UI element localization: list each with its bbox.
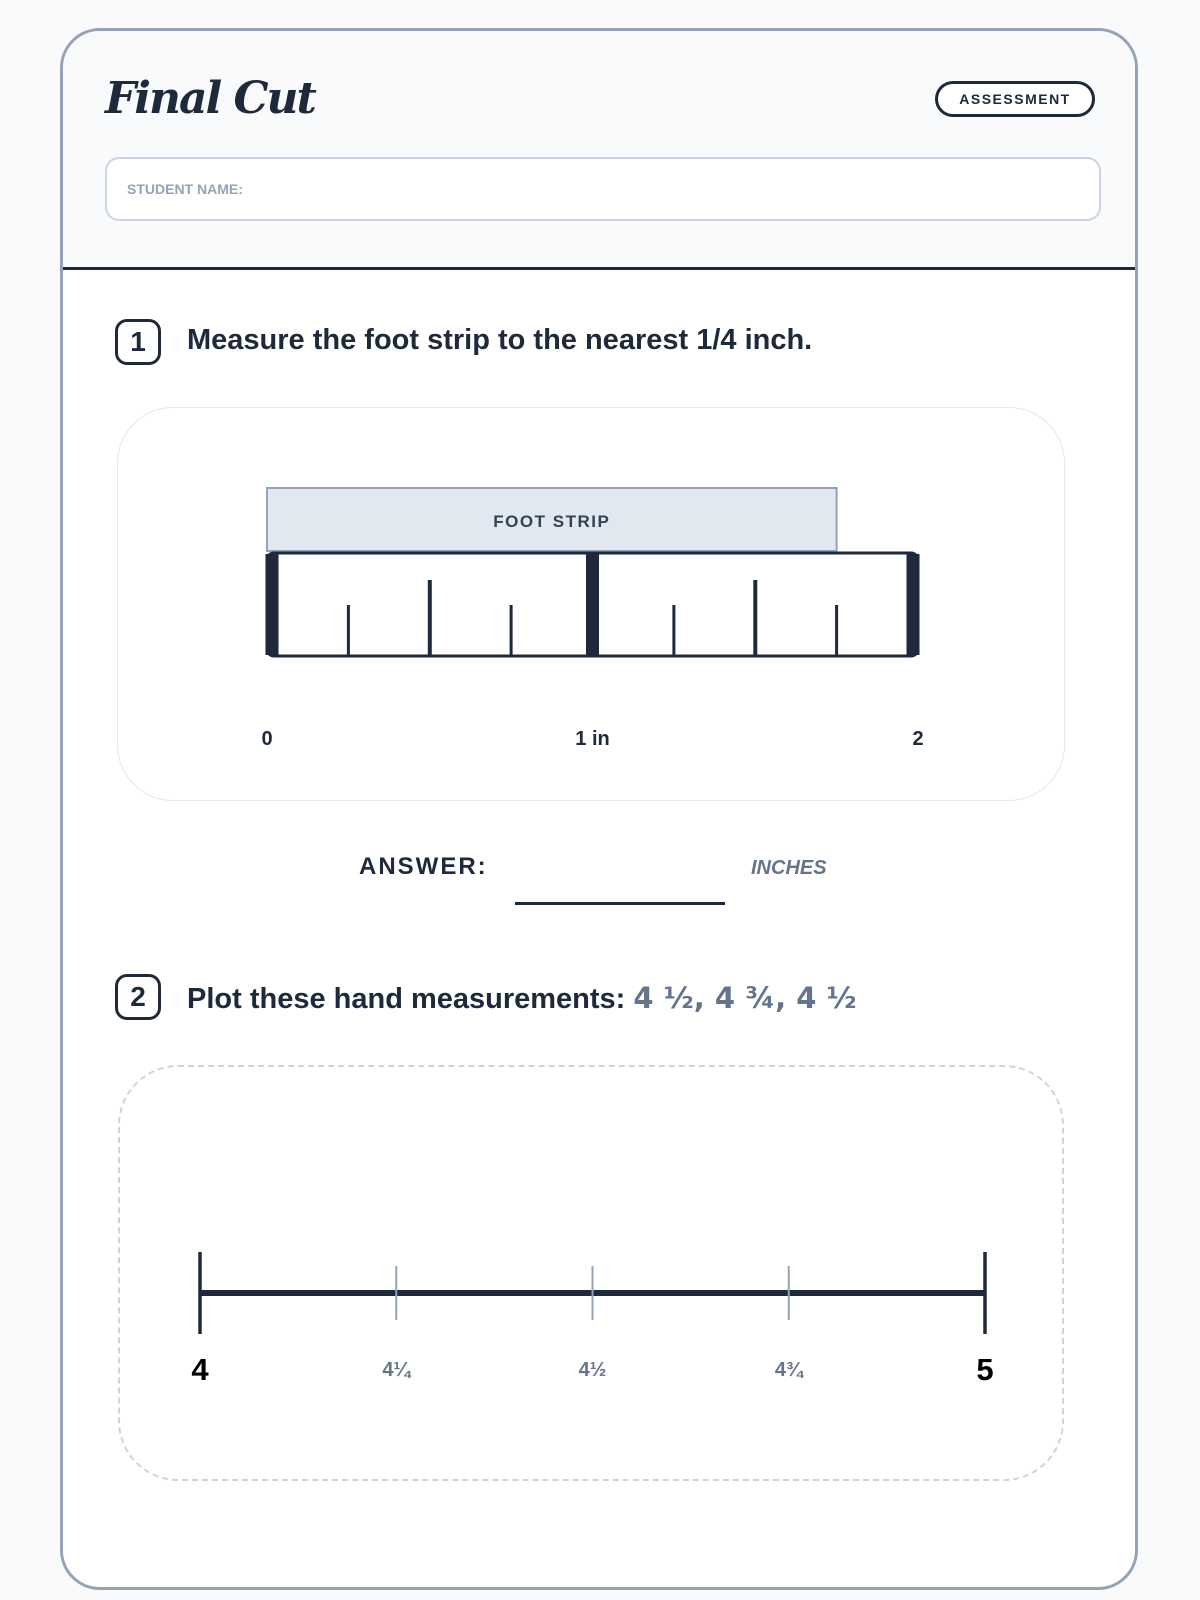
ruler-tick-whole <box>586 554 599 655</box>
answer-input[interactable] <box>515 841 725 905</box>
student-name-label: STUDENT NAME: <box>127 181 243 197</box>
number-line-figure <box>120 1067 1066 1483</box>
answer-unit: INCHES <box>751 857 827 879</box>
question-1-prompt: Measure the foot strip to the nearest 1/4 inch. <box>187 324 813 356</box>
ruler-labels <box>261 728 923 750</box>
student-name-field[interactable] <box>105 157 1101 221</box>
number-line-label-major: 5 <box>976 1352 994 1387</box>
number-line-label-major: 4 <box>191 1352 209 1387</box>
ruler-panel <box>117 407 1065 801</box>
ruler-tick-whole <box>266 554 279 655</box>
number-line-labels <box>191 1352 993 1387</box>
question-2-values: 4 ½, 4 ¾, 4 ½ <box>633 981 857 1015</box>
worksheet-title: Final Cut <box>105 73 315 124</box>
answer-label: ANSWER: <box>359 853 488 880</box>
worksheet-card <box>60 28 1138 1590</box>
question-2-number: 2 <box>115 974 161 1020</box>
ruler-figure <box>118 408 1066 802</box>
worksheet-header <box>63 31 1135 270</box>
foot-strip-label: FOOT STRIP <box>493 512 611 531</box>
question-1-number: 1 <box>115 319 161 365</box>
ruler-tick-label: 1 in <box>575 728 610 750</box>
number-line-plot-area[interactable] <box>118 1065 1064 1481</box>
assessment-badge: ASSESSMENT <box>935 81 1095 117</box>
question-2-prompt-text: Plot these hand measurements: <box>187 983 626 1015</box>
number-line-label-minor: 4¼ <box>382 1359 411 1381</box>
question-2-prompt <box>187 981 857 1016</box>
ruler-tick-whole <box>907 554 920 655</box>
ruler-tick-label: 2 <box>912 728 924 750</box>
number-line-label-minor: 4½ <box>578 1359 607 1381</box>
number-line-label-minor: 4¾ <box>774 1359 803 1381</box>
ruler-tick-label: 0 <box>261 728 273 750</box>
